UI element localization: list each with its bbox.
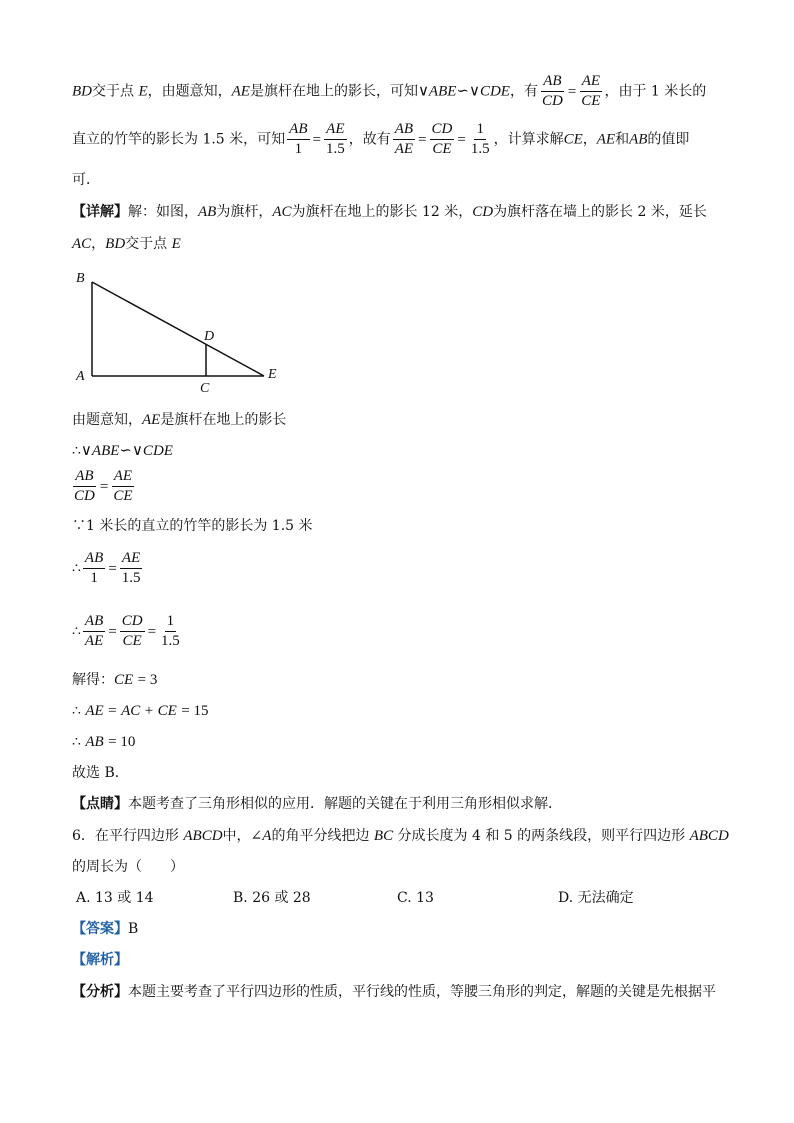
math-var: E (171, 236, 181, 252)
denominator: 1.5 (161, 633, 180, 649)
text: ，由题意知， (147, 83, 232, 100)
math-var: AE (142, 412, 161, 428)
math-var: AC (121, 703, 141, 719)
label-b: B (76, 271, 85, 286)
numerator: AB (83, 612, 105, 632)
question-6-line-1 (72, 826, 729, 846)
label-d: D (204, 329, 215, 344)
detail-line-6: ∵1 米长的直立的竹竿的影长为 1.5 米 (72, 518, 313, 534)
therefore-symbol: ∴ (72, 623, 81, 640)
fraction (83, 612, 105, 651)
math-var: E (138, 83, 148, 100)
text: 是旗杆在地上的影长，可知 (249, 83, 418, 100)
explanation-line-2 (72, 120, 689, 159)
fraction (469, 120, 492, 159)
detail-line-8 (72, 612, 184, 651)
text: ， (582, 131, 597, 148)
math-var: AE (596, 131, 616, 148)
numerator: 1 (165, 612, 177, 632)
fraction (120, 549, 143, 588)
math-var: BD (72, 83, 92, 100)
fraction (393, 120, 415, 159)
equals-sign: = (99, 478, 109, 495)
math-var: AE (231, 83, 250, 100)
math-var: BD (105, 236, 126, 252)
numerator: AB (541, 72, 563, 92)
section-tag-key-point: 【点睛】 (72, 796, 128, 812)
math-similar: ∨ABE∽∨CDE (80, 443, 173, 459)
fraction (579, 72, 602, 111)
question-6-line-2: 的周长为（ ） (72, 859, 184, 875)
denominator: 1.5 (121, 570, 141, 586)
math-similar: ∨ABE∽∨CDE (417, 83, 510, 100)
fraction (120, 612, 145, 651)
equals-sign: = (418, 131, 427, 148)
fraction (430, 120, 455, 159)
section-tag-analysis: 【解析】 (72, 952, 128, 968)
explanation-line-1 (72, 72, 706, 111)
fraction (540, 72, 565, 111)
detail-line-5 (72, 467, 136, 506)
equals-sign: = (108, 560, 117, 577)
text: 分成长度为 4 和 5 的两条线段，则平行四边形 (397, 828, 686, 844)
detail-line-12: 故选 B． (72, 765, 129, 781)
fraction (111, 467, 134, 506)
text: 交于点 (92, 83, 134, 100)
equals-sign: = (147, 623, 157, 640)
detail-line-9 (72, 670, 157, 690)
text: 的角平分线把边 (271, 828, 370, 844)
equals-sign: = (312, 131, 321, 148)
option-c: C. 13 (397, 890, 434, 906)
answer-value: B (128, 921, 139, 937)
text: ，故有 (348, 131, 391, 148)
numerator: AE (324, 120, 346, 140)
numerator: AE (580, 72, 602, 92)
math-var: AB (198, 204, 217, 220)
math-op: + (144, 703, 154, 719)
math-var: CD (472, 204, 494, 220)
denominator: CE (122, 633, 142, 649)
therefore-symbol: ∴ (72, 443, 81, 459)
text: 是旗杆在地上的影长 (160, 412, 287, 428)
math-var: CE (157, 703, 177, 719)
option-b: B. 26 或 28 (233, 890, 311, 906)
math-expr: = 15 (181, 703, 209, 719)
text: 本题主要考查了平行四边形的性质，平行线的性质，等腰三角形的判定，解题的关键是先根据平 (128, 984, 716, 1000)
text: 为旗杆在地上的影长 12 米， (291, 204, 473, 220)
numerator: AB (73, 467, 95, 487)
text: ，有 (509, 83, 538, 100)
fraction (72, 467, 97, 506)
detail-line-2 (72, 234, 181, 254)
math-var: CE (114, 672, 134, 688)
denominator: CD (74, 488, 95, 504)
math-var: AC (272, 204, 292, 220)
detail-line-4 (72, 441, 173, 461)
text: 解得： (72, 672, 114, 688)
explanation-line-3: 可． (72, 172, 100, 188)
math-expr: = 10 (108, 734, 136, 750)
fraction (83, 549, 105, 588)
therefore-symbol: ∴ (72, 703, 81, 719)
section-tag-answer: 【答案】 (72, 921, 128, 937)
detail-line-1 (72, 202, 707, 222)
segment-be (92, 282, 264, 376)
text: ， (91, 236, 106, 252)
numerator: AB (393, 120, 415, 140)
denominator: CE (432, 141, 452, 157)
label-e: E (268, 367, 277, 382)
denominator: 1.5 (470, 141, 490, 157)
equals-sign: = (567, 83, 577, 100)
triangle-figure (70, 266, 290, 396)
text: 和 (615, 131, 630, 148)
text: 为旗杆， (216, 204, 273, 220)
section-tag-detail: 【详解】 (72, 204, 128, 220)
math-var: ABCD (183, 828, 223, 844)
detail-line-7 (72, 549, 144, 588)
analysis-line (72, 982, 716, 1002)
option-d: D. 无法确定 (558, 890, 634, 906)
equals-sign: = (108, 623, 117, 640)
equals-sign: = (457, 131, 466, 148)
text: 中，∠ (222, 828, 263, 844)
text: 为旗杆落在墙上的影长 2 米，延长 (493, 204, 707, 220)
denominator: CD (541, 93, 563, 109)
numerator: AB (287, 120, 309, 140)
math-var: AB (629, 131, 648, 148)
option-a: A. 13 或 14 (76, 890, 154, 906)
math-expr: = 3 (137, 672, 158, 688)
math-var: BC (373, 828, 394, 844)
math-var: AC (72, 236, 92, 252)
answer-line (72, 919, 138, 939)
fraction (159, 612, 182, 651)
text: 解：如图， (128, 204, 198, 220)
numerator: CD (120, 612, 145, 632)
math-var: AB (85, 734, 104, 750)
denominator: CE (113, 488, 133, 504)
numerator: AE (120, 549, 142, 569)
text: ，计算求解 (493, 131, 564, 148)
fraction (324, 120, 347, 159)
denominator: 1 (90, 570, 98, 586)
numerator: 1 (474, 120, 486, 140)
denominator: CE (581, 93, 601, 109)
text: 直立的竹竿的影长为 1.5 米，可知 (72, 131, 286, 148)
detail-line-10 (72, 701, 208, 721)
denominator: AE (394, 141, 414, 157)
text: 6．在平行四边形 (72, 828, 179, 844)
math-op: = (108, 703, 117, 719)
label-a: A (76, 369, 85, 384)
numerator: AE (112, 467, 134, 487)
denominator: 1.5 (325, 141, 345, 157)
therefore-symbol: ∴ (72, 560, 81, 577)
fraction (287, 120, 309, 159)
text: 交于点 (125, 236, 168, 252)
text: 由题意知， (72, 412, 142, 428)
therefore-symbol: ∴ (72, 734, 81, 750)
detail-line-11 (72, 732, 135, 752)
text: 本题考查了三角形相似的应用．解题的关键在于利用三角形相似求解． (128, 796, 562, 812)
math-var: ABCD (689, 828, 729, 844)
detail-line-3 (72, 410, 286, 430)
math-var: A (262, 828, 272, 844)
denominator: 1 (294, 141, 303, 157)
numerator: CD (430, 120, 455, 140)
text: 的值即 (647, 131, 690, 148)
section-tag-fenxi: 【分析】 (72, 984, 128, 1000)
denominator: AE (84, 633, 104, 649)
math-var: AE (85, 703, 104, 719)
numerator: AB (83, 549, 105, 569)
label-c: C (200, 381, 210, 396)
key-point-line (72, 794, 562, 814)
math-var: CE (563, 131, 583, 148)
text: ，由于 1 米长的 (604, 83, 707, 100)
